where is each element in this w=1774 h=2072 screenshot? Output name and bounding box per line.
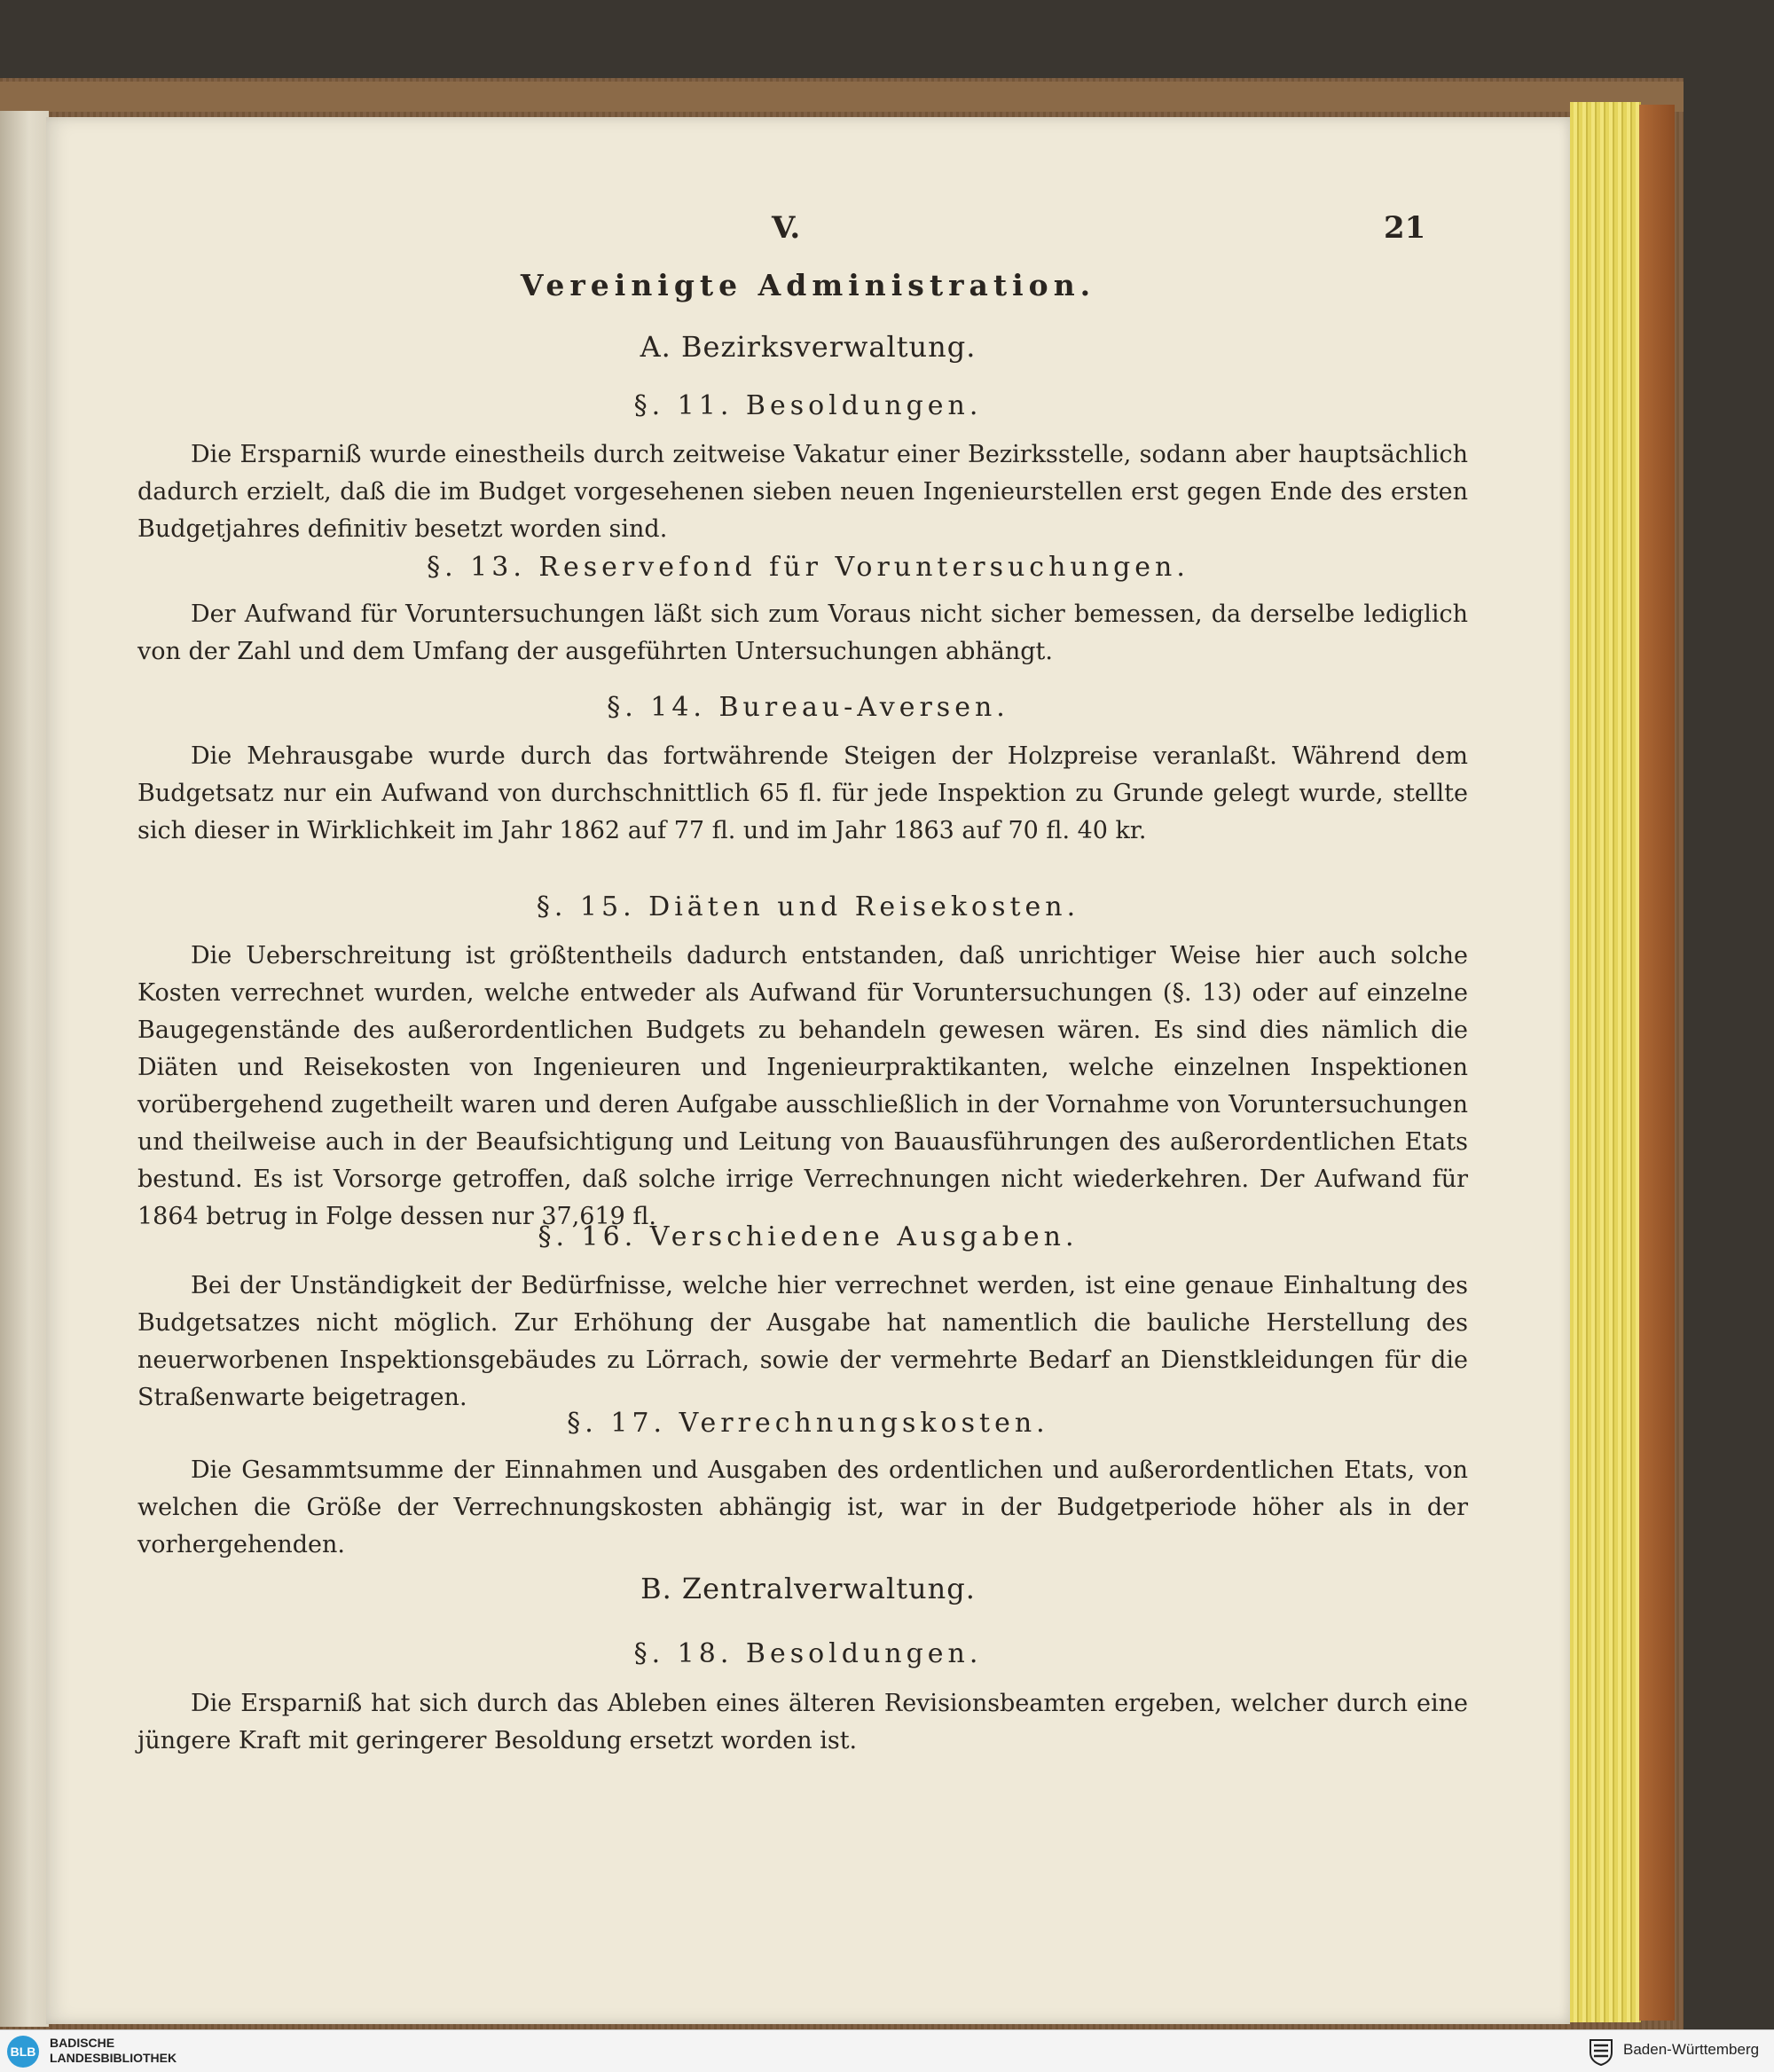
baden-wuerttemberg-label[interactable]: Baden-Württemberg — [1623, 2041, 1760, 2058]
subsection-11-text — [137, 436, 1468, 548]
page-block-edges — [1570, 102, 1641, 2022]
blb-name-line1: BADISCHE — [50, 2036, 115, 2050]
subsection-16-body: Bei der Unständigkeit der Bedürfnisse, welche hier verrechnet werden, ist eine genaue Einhaltung des Budgetsatzes nicht möglich. Zur Erhöhung der Ausgabe hat namentlich die bauliche Herstellung des neuerworbenen Inspektionsgebäudes zu Lörrach, sowie der vermehrte Bedarf an Dienstkleidungen für die Straßenwarte beigetragen. — [137, 1272, 1468, 1411]
chapter-number: V. — [772, 210, 801, 246]
viewer-footer — [0, 2029, 1774, 2072]
subsection-16-heading: §. 16. Verschiedene Ausgaben. — [538, 1221, 1079, 1252]
cover-right-edge — [1639, 105, 1675, 2021]
blb-logo[interactable]: BLB — [7, 2036, 39, 2068]
subsection-11-heading: §. 11. Besoldungen. — [633, 390, 983, 421]
previous-page-edge — [0, 111, 49, 2027]
subsection-17-body: Die Gesammtsumme der Einnahmen und Ausgaben des ordentlichen und außerordentlichen Etats, von welchen die Größe der Verrechnungskosten abhängig ist, war in der Budgetperiode höher als in der vorhergehenden. — [137, 1456, 1468, 1558]
subsection-13-heading: §. 13. Reservefond für Voruntersuchungen. — [427, 552, 1189, 583]
baden-wuerttemberg-crest-icon — [1588, 2037, 1614, 2066]
subsection-18-heading: §. 18. Besoldungen. — [633, 1638, 983, 1669]
blb-name-line2: LANDESBIBLIOTHEK — [50, 2051, 177, 2065]
blb-library-name[interactable] — [50, 2036, 177, 2066]
page-text-area — [46, 117, 1570, 2024]
subsection-17-text — [137, 1452, 1468, 1564]
section-b-heading: B. Zentralverwaltung. — [640, 1572, 976, 1605]
subsection-14-text — [137, 738, 1468, 850]
subsection-11-body: Die Ersparniß wurde einestheils durch zeitweise Vakatur einer Bezirksstelle, sodann aber hauptsächlich dadurch erzielt, daß die im Budget vorgesehenen sieben neuen Ingenieurstellen erst gegen Ende des ersten Budgetjahres definitiv besetzt worden sind. — [137, 441, 1468, 543]
subsection-15-body: Die Ueberschreitung ist größtentheils dadurch entstanden, daß unrichtiger Weise hier auch solche Kosten verrechnet wurden, welche entweder als Aufwand für Voruntersuchungen (§. 13) oder auf einzelne Baugegenstände des außerordentlichen Budgets zu behandeln gewesen wären. Es sind dies nämlich die Diäten und Reisekosten von Ingenieuren und Ingenieurpraktikanten, welche einzelnen Inspektionen vorübergehend zugetheilt waren und deren Aufgabe ausschließlich in der Vornahme von Voruntersuchungen und theilweise auch in der Beaufsichtigung und Leitung von Bauausführungen des außerordentlichen Etats bestund. Es ist Vorsorge getroffen, daß solche irrige Verrechnungen nicht wiederkehren. Der Aufwand für 1864 betrug in Folge dessen nur 37,619 fl. — [137, 942, 1468, 1230]
subsection-16-text — [137, 1268, 1468, 1417]
subsection-14-body: Die Mehrausgabe wurde durch das fortwährende Steigen der Holzpreise veranlaßt. Während dem Budgetsatz nur ein Aufwand von durchschnittlich 65 fl. für jede Inspektion zu Grunde gelegt wurde, stellte sich dieser in Wirklichkeit im Jahr 1862 auf 77 fl. und im Jahr 1863 auf 70 fl. 40 kr. — [137, 742, 1468, 844]
subsection-15-text — [137, 938, 1468, 1236]
subsection-14-heading: §. 14. Bureau-Aversen. — [607, 692, 1009, 723]
section-a-heading: A. Bezirksverwaltung. — [640, 330, 977, 364]
subsection-17-heading: §. 17. Verrechnungskosten. — [567, 1408, 1049, 1439]
subsection-13-body: Der Aufwand für Voruntersuchungen läßt sich zum Voraus nicht sicher bemessen, da derselbe lediglich von der Zahl und dem Umfang der ausgeführten Untersuchungen abhängt. — [137, 600, 1468, 665]
subsection-18-body: Die Ersparniß hat sich durch das Ableben eines älteren Revisionsbeamten ergeben, welcher durch eine jüngere Kraft mit geringerer Besoldung ersetzt worden ist. — [137, 1690, 1468, 1754]
subsection-15-heading: §. 15. Diäten und Reisekosten. — [536, 891, 1080, 922]
book-top-edge — [0, 82, 1684, 112]
book-page — [46, 117, 1570, 2024]
page-number: 21 — [1384, 210, 1426, 246]
subsection-18-text — [137, 1685, 1468, 1760]
subsection-13-text — [137, 596, 1468, 671]
page-title: Vereinigte Administration. — [520, 268, 1096, 302]
